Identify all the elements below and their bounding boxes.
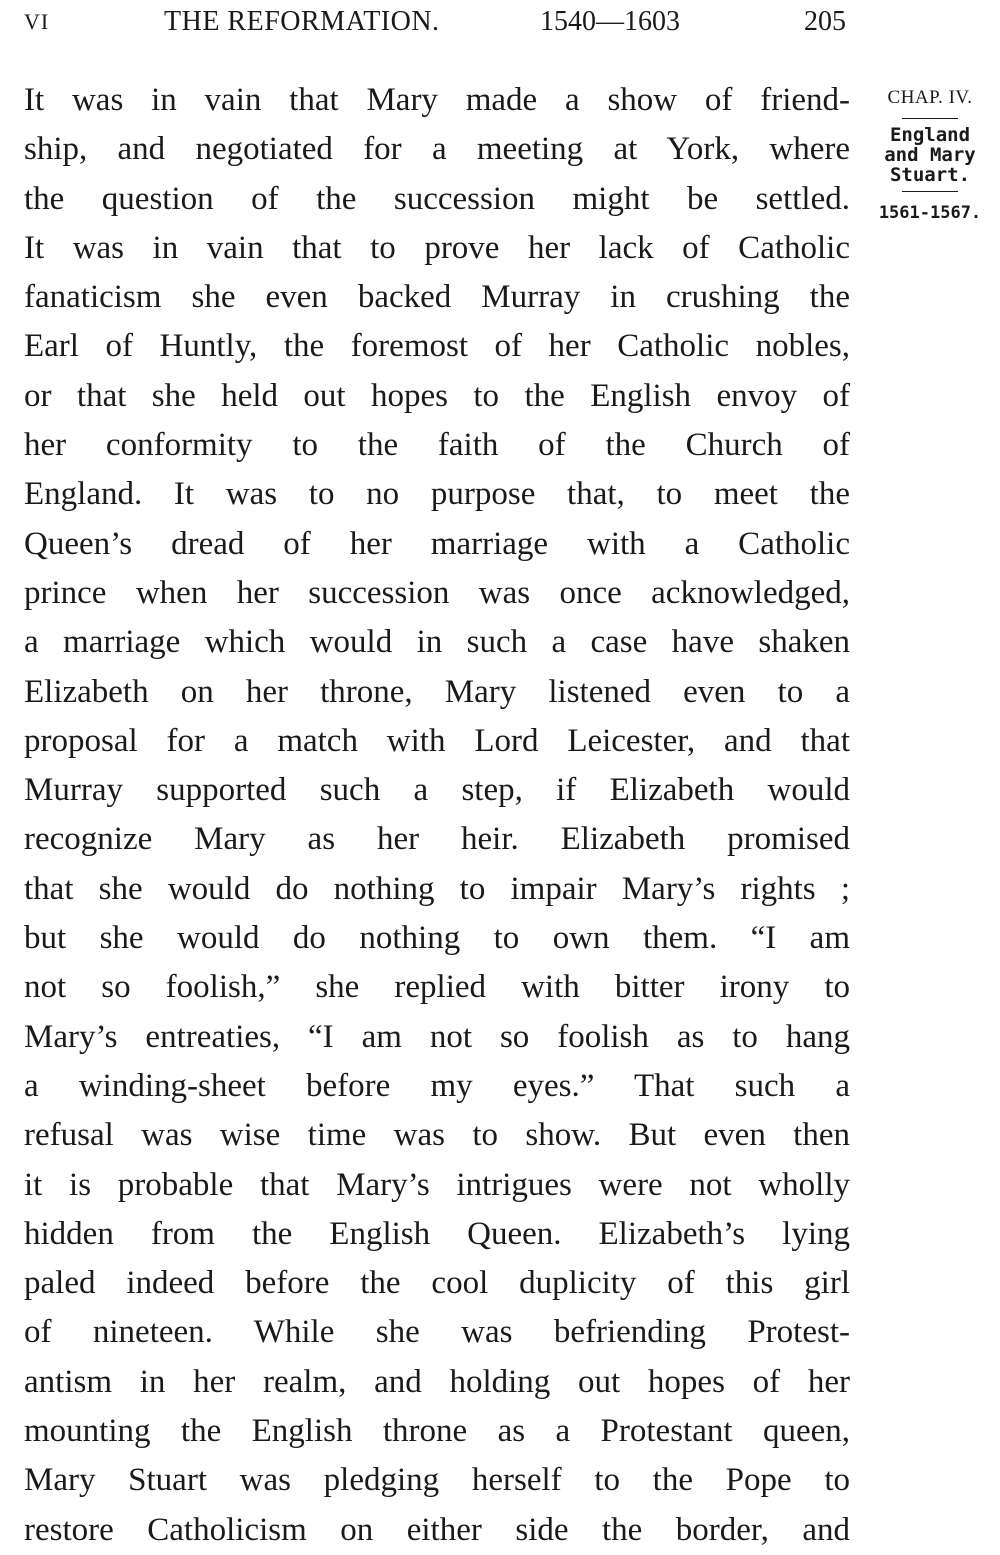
running-head [24,4,850,40]
text-line: a winding-sheet before my eyes.” That such a [24,1067,850,1104]
text-line: paled indeed before the cool duplicity of this girl [24,1265,850,1302]
text-line: It was in vain that to prove her lack of Catholic [24,229,850,266]
margin-note [866,84,994,228]
margin-rule [902,191,958,192]
text-line: Murray supported such a step, if Elizabeth would [24,772,850,809]
text-line: proposal for a match with Lord Leicester, and that [24,722,850,759]
running-dates: 1540—1603 [540,6,680,37]
text-line: Queen’s dread of her marriage with a Catholic [24,525,850,562]
text-line: ship, and negotiated for a meeting at York, where [24,131,850,168]
text-line: Elizabeth on her throne, Mary listened even to a [24,673,850,710]
chapter-numeral: VI [24,9,50,34]
text-line: fanaticism she even backed Murray in crushing the [24,279,850,316]
text-line: prince when her succession was once acknowledged, [24,574,850,611]
text-line: of nineteen. While she was befriending Protest- [24,1314,850,1351]
text-line: the question of the succession might be settled. [24,180,850,217]
text-line: her conformity to the faith of the Church of [24,427,850,464]
text-line: that she would do nothing to impair Mary’s rights ; [24,870,850,907]
text-line: Mary’s entreaties, “I am not so foolish as to hang [24,1018,850,1055]
text-line: recognize Mary as her heir. Elizabeth promised [24,821,850,858]
text-line: or that she held out hopes to the English envoy of [24,377,850,414]
text-line: It was in vain that Mary made a show of friend- [24,82,850,118]
text-line: but she would do nothing to own them. “I am [24,920,850,957]
running-title: THE REFORMATION. [164,6,440,37]
text-line: antism in her realm, and holding out hopes of her [24,1363,850,1400]
body-text [24,76,850,1555]
text-line: England. It was to no purpose that, to meet the [24,476,850,513]
text-line: refusal was wise time was to show. But even then [24,1117,850,1154]
margin-subject-line: England [889,124,971,146]
margin-chapter: CHAP. IV. [887,87,973,108]
text-line: not so foolish,” she replied with bitter irony to [24,969,850,1006]
margin-subject-line: and Mary [884,144,976,166]
margin-rule [902,118,958,119]
margin-dates: 1561-1567. [878,203,982,223]
page-number: 205 [804,6,846,37]
text-line: restore Catholicism on either side the border, and [24,1511,850,1548]
text-line: hidden from the English Queen. Elizabeth’s lying [24,1215,850,1252]
text-line: it is probable that Mary’s intrigues were not wholly [24,1166,850,1203]
text-line: Earl of Huntly, the foremost of her Catholic nobles, [24,328,850,365]
text-line: a marriage which would in such a case have shaken [24,624,850,661]
margin-subject-line: Stuart. [889,164,971,186]
text-line: mounting the English throne as a Protestant queen, [24,1413,850,1450]
text-line: Mary Stuart was pledging herself to the Pope to [24,1462,850,1499]
